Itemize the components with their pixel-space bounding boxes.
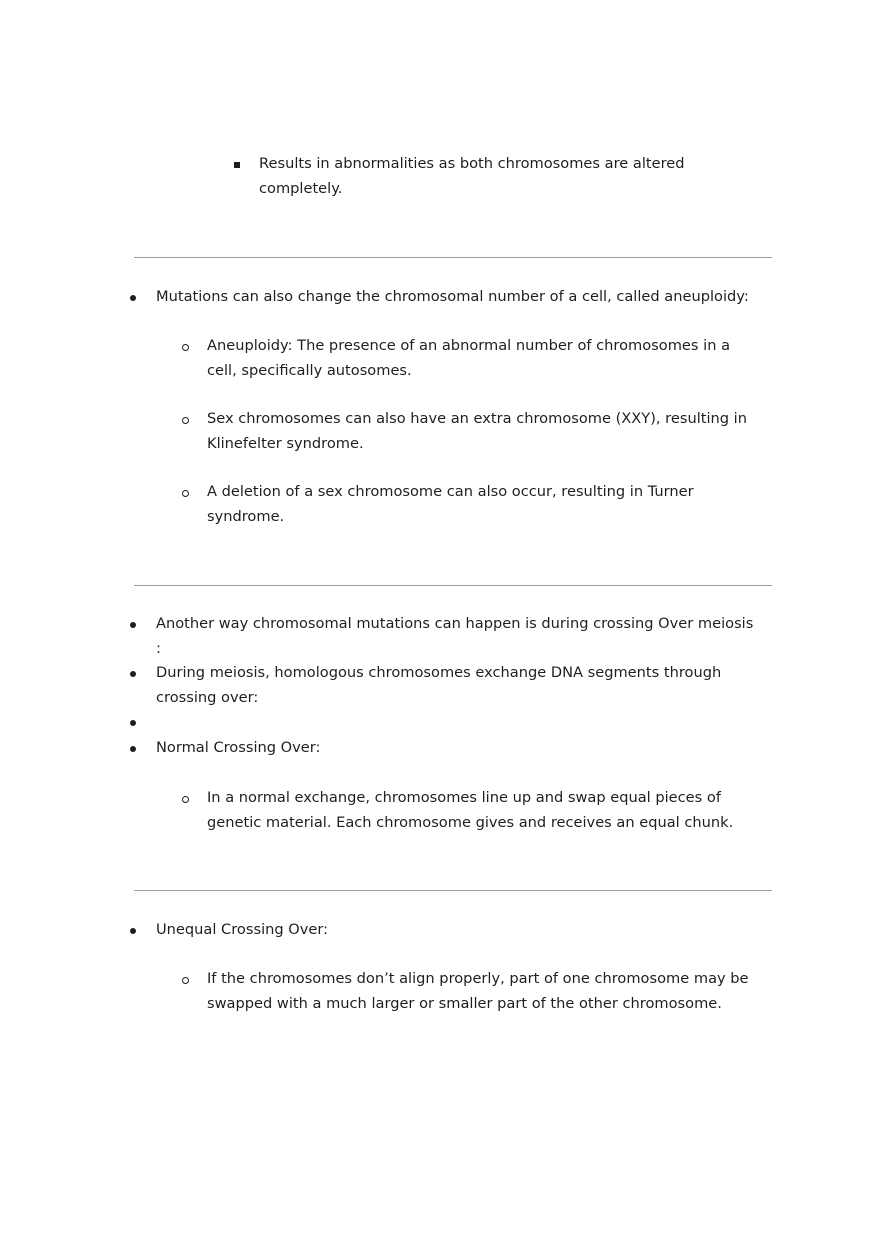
- list-item: [259, 152, 685, 201]
- line: Aneuploidy: The presence of an abnormal number of chromosomes in a: [207, 337, 731, 354]
- list-item: [207, 967, 749, 1016]
- line: Normal Crossing Over:: [156, 739, 321, 756]
- line: :: [156, 639, 161, 657]
- line: cell, specifically autosomes.: [207, 361, 412, 379]
- list-item: [207, 786, 733, 835]
- disc-bullet-icon: [130, 736, 138, 760]
- line: In a normal exchange, chromosomes line up and swap equal pieces of: [207, 789, 721, 806]
- line: crossing over:: [156, 688, 259, 706]
- list-item: [156, 612, 753, 661]
- disc-bullet-icon: [130, 285, 138, 309]
- line: Unequal Crossing Over:: [156, 921, 329, 938]
- divider: [134, 890, 772, 891]
- circle-bullet-icon: [182, 407, 190, 431]
- line: Results in abnormalities as both chromosomes are altered: [259, 155, 685, 172]
- line: Mutations can also change the chromosomal number of a cell, called aneuploidy:: [156, 288, 749, 305]
- list-item: [156, 918, 328, 943]
- line: Sex chromosomes can also have an extra chromosome (XXY), resulting in: [207, 410, 747, 427]
- circle-bullet-icon: [182, 334, 190, 358]
- list-item: [156, 736, 320, 761]
- circle-bullet-icon: [182, 967, 190, 991]
- square-bullet-icon: [234, 152, 242, 176]
- line: During meiosis, homologous chromosomes exchange DNA segments through: [156, 664, 722, 681]
- line: A deletion of a sex chromosome can also occur, resulting in Turner: [207, 483, 694, 500]
- divider: [134, 585, 772, 586]
- line: Klinefelter syndrome.: [207, 434, 364, 452]
- disc-bullet-icon: [130, 612, 138, 636]
- divider: [134, 257, 772, 258]
- disc-bullet-icon: [130, 710, 138, 734]
- disc-bullet-icon: [130, 918, 138, 942]
- list-item: [207, 480, 694, 529]
- disc-bullet-icon: [130, 661, 138, 685]
- line: syndrome.: [207, 507, 285, 525]
- list-item: [156, 285, 749, 310]
- line: Another way chromosomal mutations can happen is during crossing Over meiosis: [156, 615, 754, 632]
- line: If the chromosomes don’t align properly, part of one chromosome may be: [207, 970, 749, 987]
- line: completely.: [259, 179, 343, 197]
- list-item: [207, 334, 730, 383]
- line: swapped with a much larger or smaller part of the other chromosome.: [207, 994, 722, 1012]
- circle-bullet-icon: [182, 480, 190, 504]
- line: genetic material. Each chromosome gives and receives an equal chunk.: [207, 813, 734, 831]
- circle-bullet-icon: [182, 786, 190, 810]
- list-item: [207, 407, 747, 456]
- list-item: [156, 661, 721, 710]
